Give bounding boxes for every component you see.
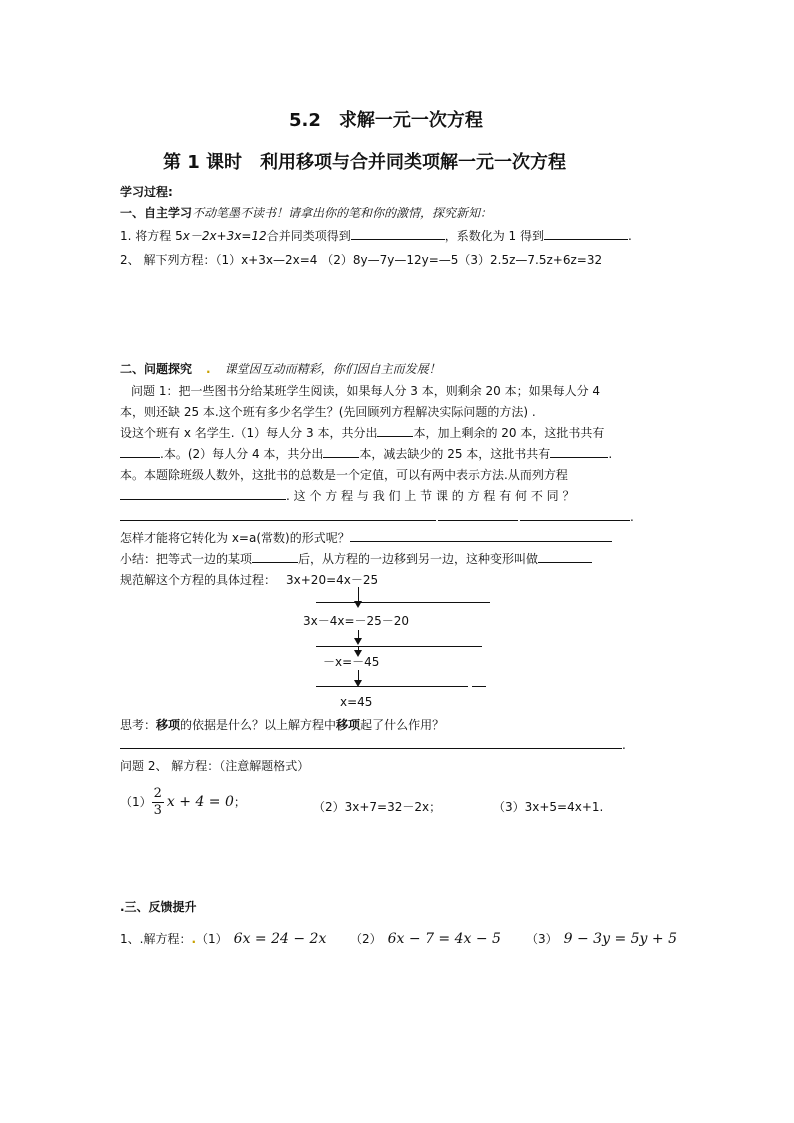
q1-mid2: ，系数化为 1 得到 — [444, 229, 544, 243]
think-a: 思考： — [120, 718, 157, 732]
blank-equation[interactable] — [120, 487, 286, 500]
p2-1-label: （1） — [120, 795, 152, 809]
blank-think[interactable] — [120, 736, 622, 749]
line4-period: . — [608, 447, 613, 461]
summary-a: 小结：把等式一边的某项 — [120, 552, 253, 566]
s3-q1-3-eq: 9 − 3y = 5y + 5 — [563, 931, 677, 947]
problem2-item3: （3）3x+5=4x+1. — [493, 800, 604, 814]
q1-mid: 合并同类项得到 — [266, 229, 351, 243]
frac-numerator: 2 — [153, 786, 162, 801]
section3-q2 — [350, 930, 501, 947]
flow-rule-1 — [316, 602, 490, 603]
problem2-item2: （2）3x+7=32－2x； — [313, 800, 442, 814]
think-b: 移项 — [156, 718, 181, 732]
blank-books-a[interactable] — [120, 445, 160, 458]
frac-denominator: 3 — [153, 803, 162, 818]
p2-1-rest: x + 4 = 0 — [166, 794, 234, 810]
blank-total-4[interactable] — [323, 445, 359, 458]
line4-a: .本。(2）每人分 4 本，共分出 — [160, 447, 324, 461]
think-e: 起了什么作用？ — [360, 718, 445, 732]
section1-q2: 2、 解下列方程：（1）x+3x—2x=4 （2）8y—7y—12y=—5（3）2.5z—7.5z+6z=32 — [120, 253, 603, 267]
think-d: 移项 — [336, 718, 361, 732]
fraction-two-thirds — [152, 786, 164, 819]
section3-q1 — [120, 930, 326, 947]
process-label-2: 规范解这个方程的具体过程： — [120, 573, 277, 587]
think-period: . — [622, 738, 626, 752]
line3-a: 设这个班有 x 名学生.（1）每人分 3 本，共分出 — [120, 426, 378, 440]
step-4: x=45 — [340, 695, 373, 709]
blank-difference-1[interactable] — [120, 508, 436, 521]
summary-line — [120, 550, 592, 567]
blank-transform[interactable] — [350, 529, 612, 542]
blank-difference-3[interactable] — [520, 508, 630, 521]
transform-question — [120, 529, 612, 546]
q1-period: . — [627, 229, 632, 243]
p2-1-end: ； — [233, 795, 246, 809]
flow-rule-3 — [316, 686, 468, 687]
q1-expression: x－2x+3x=12 — [182, 229, 267, 243]
summary-b: 后，从方程的一边移到另一边，这种变形叫做 — [298, 552, 539, 566]
s3-q1-1-eq: 6x = 24 − 2x — [233, 931, 327, 947]
q1-blank-combined[interactable] — [351, 227, 445, 240]
s3-q1-2-eq: 6x − 7 = 4x − 5 — [387, 931, 501, 947]
q1-prefix: 1. 将方程 5 — [120, 229, 183, 243]
section1-q1 — [120, 227, 632, 244]
section1-slogan: 不动笔墨不读书！请拿出你的笔和你的激情，探究新知： — [192, 206, 493, 220]
step-3: －x=－45 — [323, 655, 380, 669]
blank-books-b[interactable] — [550, 445, 608, 458]
s3-q1-label: 1、.解方程： — [120, 932, 192, 946]
transform-text: 怎样才能将它转化为 x=a(常数)的形式呢？ — [120, 531, 350, 545]
think-c: 的依据是什么？以上解方程中 — [180, 718, 337, 732]
think-answer-line — [120, 736, 626, 752]
blank-summary-2[interactable] — [538, 550, 592, 563]
q1-blank-solution[interactable] — [544, 227, 628, 240]
line7-period: . — [630, 510, 634, 524]
blank-summary-1[interactable] — [252, 550, 298, 563]
section1-line — [120, 204, 492, 221]
step-2: 3x－4x=－25－20 — [303, 614, 410, 628]
problem1-line1: 问题 1：把一些图书分给某班学生阅读，如果每人分 3 本，则剩余 20 本；如果每人分 4 — [131, 384, 601, 398]
step-1: 3x+20=4x－25 — [286, 573, 379, 587]
think-line — [120, 716, 444, 733]
blank-total-3[interactable] — [377, 424, 413, 437]
section2-line — [120, 360, 441, 377]
problem1-line6 — [120, 487, 574, 504]
s3-orange-dot: . — [191, 932, 197, 946]
page-title: 5.2 求解一元一次方程 — [289, 110, 483, 131]
line3-b: 本，加上剩余的 20 本，这批书共有 — [413, 426, 605, 440]
problem1-line5: 本。本题除班级人数外，这批书的总数是一个定值，可以有两中表示方法.从而列方程 — [120, 468, 568, 482]
s3-q1-2-label: （2） — [350, 932, 382, 946]
blank-difference-2[interactable] — [438, 508, 518, 521]
process-label: 学习过程: — [120, 185, 173, 199]
problem2-item1 — [120, 786, 246, 819]
problem2-heading: 问题 2、 解方程：（注意解题格式） — [120, 759, 310, 773]
problem1-line2: 本，则还缺 25 本.这个班有多少名学生？(先回顾列方程解决实际问题的方法) . — [120, 405, 536, 419]
problem1-line3 — [120, 424, 604, 441]
s3-q1-3-label: （3） — [526, 932, 558, 946]
flow-rule-2 — [316, 646, 482, 647]
line6-text: . 这 个 方 程 与 我 们 上 节 课 的 方 程 有 何 不 同 ？ — [286, 489, 575, 503]
lesson-subtitle: 第 1 课时 利用移项与合并同类项解一元一次方程 — [163, 152, 567, 173]
section3-q3 — [526, 930, 677, 947]
process-line — [120, 571, 378, 588]
problem1-line4 — [120, 445, 612, 462]
orange-dot: . — [206, 362, 211, 376]
section1-heading: 一、自主学习 — [120, 206, 193, 220]
flow-rule-3b — [472, 686, 486, 687]
s3-q1-1-label: （1） — [196, 932, 228, 946]
section3-heading: .三、反馈提升 — [120, 900, 197, 914]
section2-heading: 二、问题探究 — [120, 362, 193, 376]
line4-b: 本，减去缺少的 25 本，这批书共有 — [359, 447, 551, 461]
section2-slogan: 课堂因互动而精彩，你们因自主而发展！ — [224, 362, 441, 376]
problem1-line7 — [120, 508, 634, 524]
